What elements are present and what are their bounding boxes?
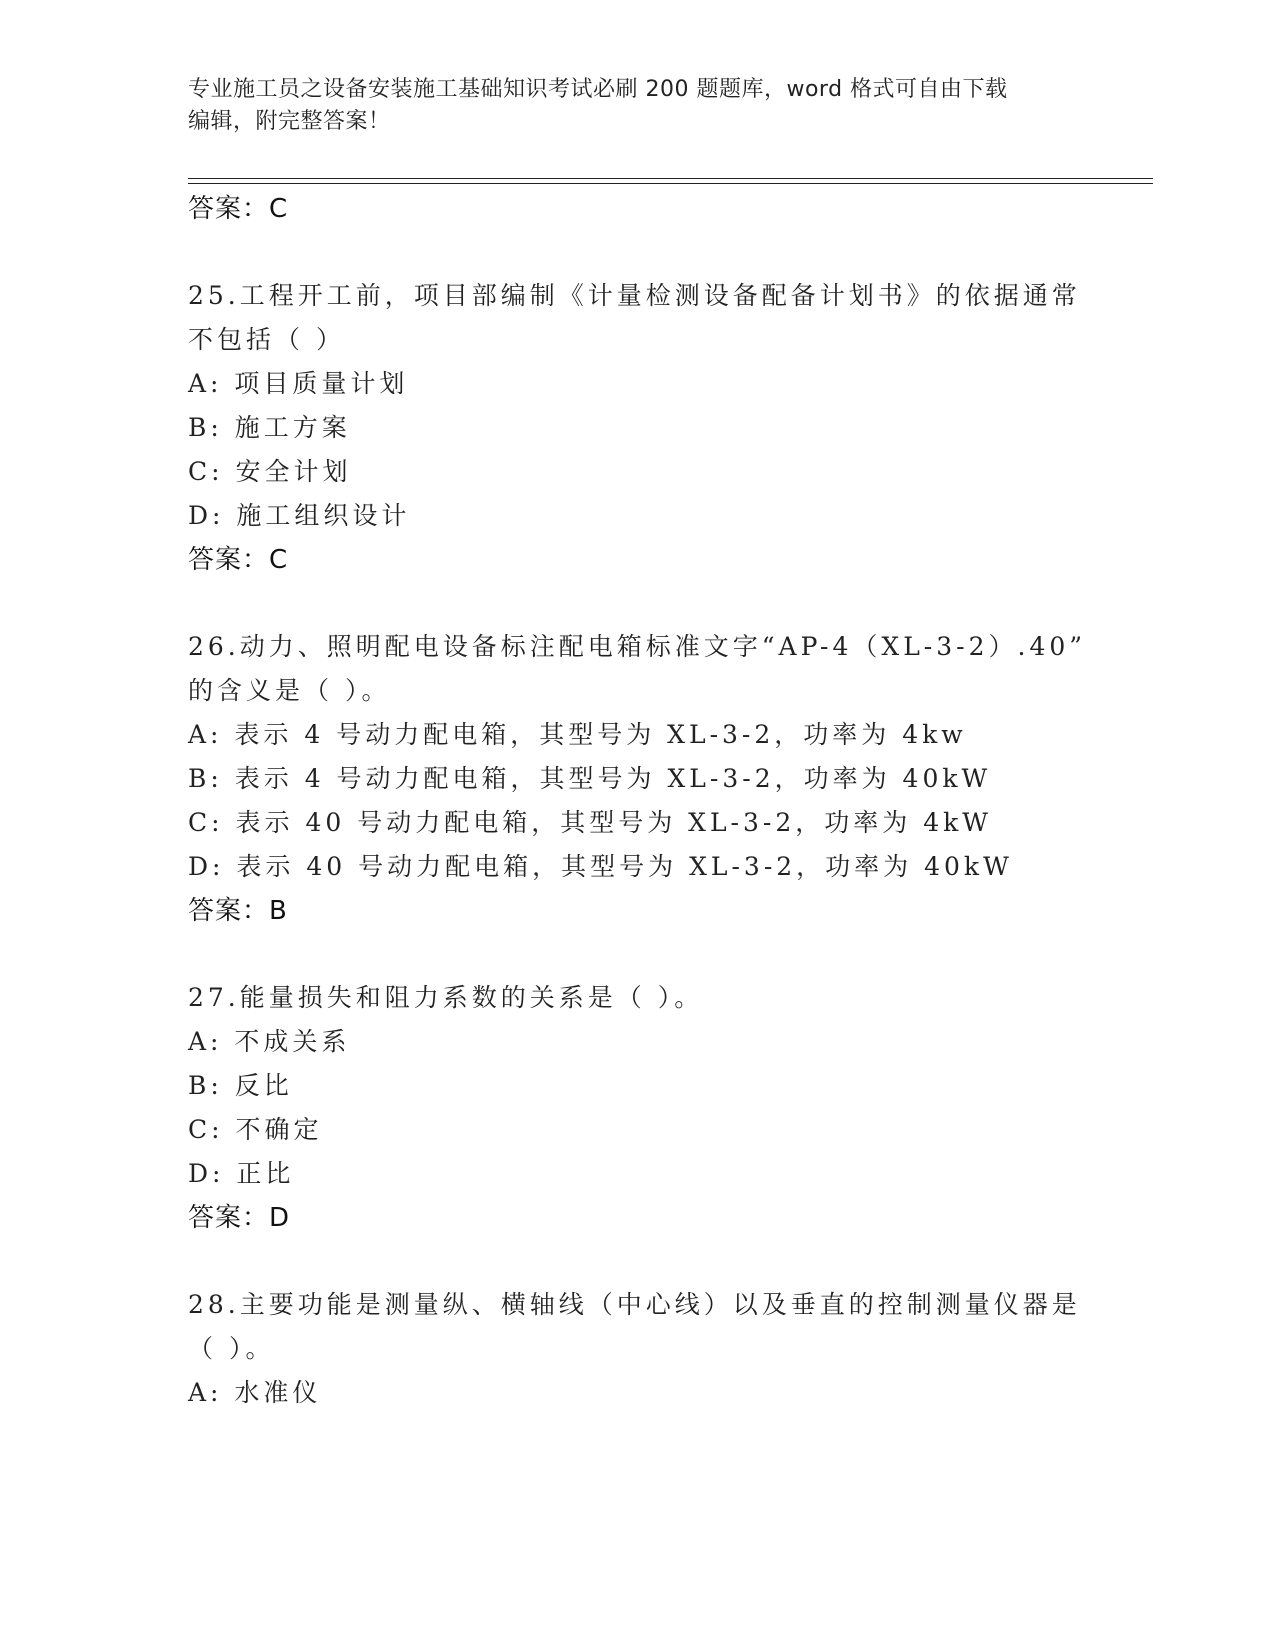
question-26-option-c: C: 表示 40 号动力配电箱，其型号为 XL-3-2，功率为 4kW <box>188 808 992 837</box>
question-25-option-a: A: 项目质量计划 <box>188 369 409 398</box>
question-25-option-b: B: 施工方案 <box>188 413 351 442</box>
question-28-stem-line-2: （ ）。 <box>188 1334 275 1363</box>
header-line-2: 编辑，附完整答案！ <box>188 109 391 134</box>
question-25-option-d: D: 施工组织设计 <box>188 501 411 530</box>
document-header <box>188 74 1088 138</box>
question-26-option-a: A: 表示 4 号动力配电箱，其型号为 XL-3-2，功率为 4kw <box>188 720 967 749</box>
question-26-stem-line-2: 的含义是（ ）。 <box>188 676 391 705</box>
question-26-option-b: B: 表示 4 号动力配电箱，其型号为 XL-3-2，功率为 40kW <box>188 764 992 793</box>
question-27-option-d: D: 正比 <box>188 1159 295 1188</box>
question-27-option-a: A: 不成关系 <box>188 1027 351 1056</box>
question-27-answer: 答案：D <box>188 1203 291 1233</box>
question-27-stem: 27.能量损失和阻力系数的关系是（ ）。 <box>188 983 704 1012</box>
question-27-option-c: C: 不确定 <box>188 1115 323 1144</box>
header-divider-top <box>188 178 1153 179</box>
question-25-stem-line-2: 不包括（ ） <box>188 325 345 354</box>
question-28-option-a: A: 水准仪 <box>188 1378 322 1407</box>
question-27-option-b: B: 反比 <box>188 1071 293 1100</box>
header-divider-bottom <box>188 183 1153 184</box>
question-26-option-d: D: 表示 40 号动力配电箱，其型号为 XL-3-2，功率为 40kW <box>188 852 1013 881</box>
question-26-stem-line-1: 26.动力、照明配电设备标注配电箱标准文字“AP-4（XL-3-2）.40” <box>188 632 1087 661</box>
question-25-option-c: C: 安全计划 <box>188 457 352 486</box>
question-25-stem-line-1: 25.工程开工前，项目部编制《计量检测设备配备计划书》的依据通常 <box>188 281 1081 310</box>
previous-answer: 答案：C <box>188 194 289 224</box>
question-28-stem-line-1: 28.主要功能是测量纵、横轴线（中心线）以及垂直的控制测量仪器是 <box>188 1290 1081 1319</box>
header-line-1: 专业施工员之设备安装施工基础知识考试必刷 200 题题库，word 格式可自由下载 <box>188 77 1008 102</box>
question-25-answer: 答案：C <box>188 545 289 575</box>
question-26-answer: 答案：B <box>188 896 288 926</box>
